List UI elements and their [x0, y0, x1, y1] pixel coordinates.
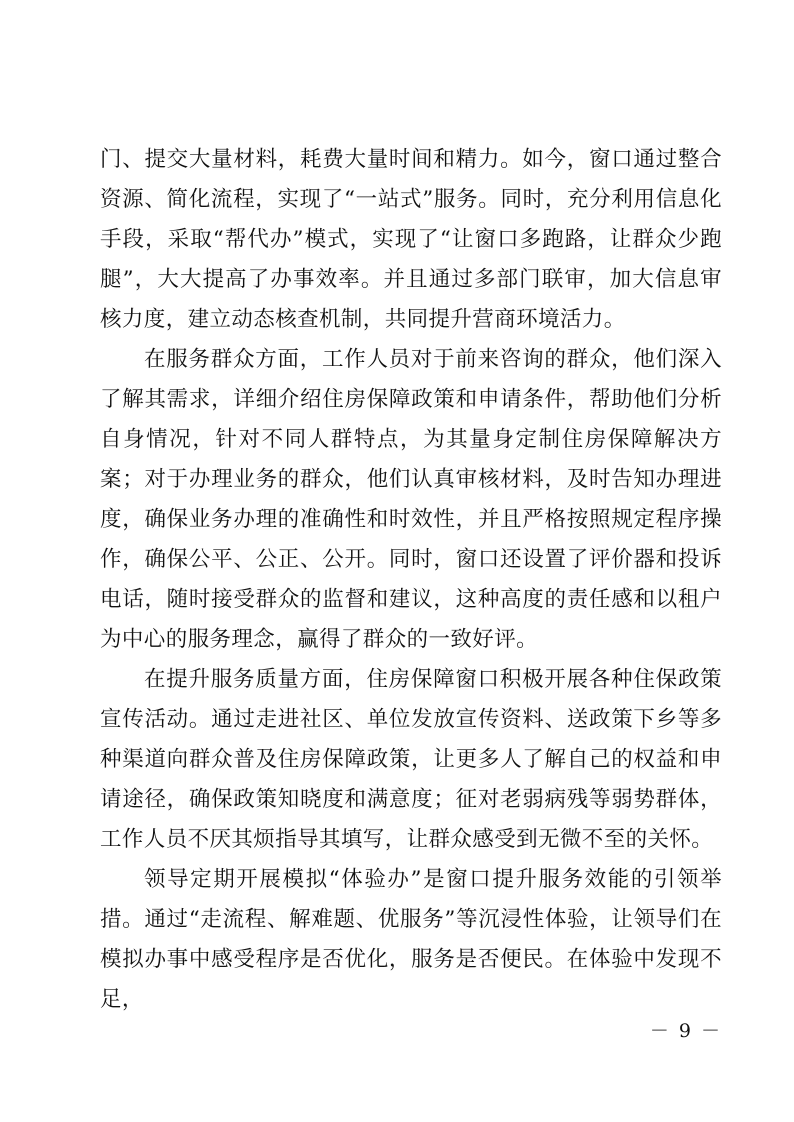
page-number: － 9 －: [649, 1020, 722, 1042]
paragraph-leadership-experience: 领导定期开展模拟“体验办”是窗口提升服务效能的引领举措。通过“走流程、解难题、优服务”等沉浸性体验，让领导们在模拟办事中感受程序是否优化，服务是否便民。在体验中发现不足，: [100, 867, 722, 1012]
paragraph-serving-public: 在服务群众方面，工作人员对于前来咨询的群众，他们深入了解其需求，详细介绍住房保障政策和申请条件，帮助他们分析自身情况，针对不同人群特点，为其量身定制住房保障解决方案；对于办理业务的群众，他们认真审核材料，及时告知办理进度，确保业务办理的准确性和时效性，并且严格按照规定程序操作，确保公平、公正、公开。同时，窗口还设置了评价器和投诉电话，随时接受群众的监督和建议，这种高度的责任感和以租户为中心的服务理念，赢得了群众的一致好评。: [100, 347, 722, 652]
paragraph-service-quality: 在提升服务质量方面，住房保障窗口积极开展各种住保政策宣传活动。通过走进社区、单位发放宣传资料、送政策下乡等多种渠道向群众普及住房保障政策，让更多人了解自己的权益和申请途径，确保政策知晓度和满意度；征对老弱病残等弱势群体，工作人员不厌其烦指导其填写，让群众感受到无微不至的关怀。: [100, 667, 722, 852]
paragraph-continuation: 门、提交大量材料，耗费大量时间和精力。如今，窗口通过整合资源、简化流程，实现了“一站式”服务。同时，充分利用信息化手段，采取“帮代办”模式，实现了“让窗口多跑路，让群众少跑腿”，大大提高了办事效率。并且通过多部门联审，加大信息审核力度，建立动态核查机制，共同提升营商环境活力。: [100, 147, 722, 332]
body-text: [100, 140, 722, 1020]
